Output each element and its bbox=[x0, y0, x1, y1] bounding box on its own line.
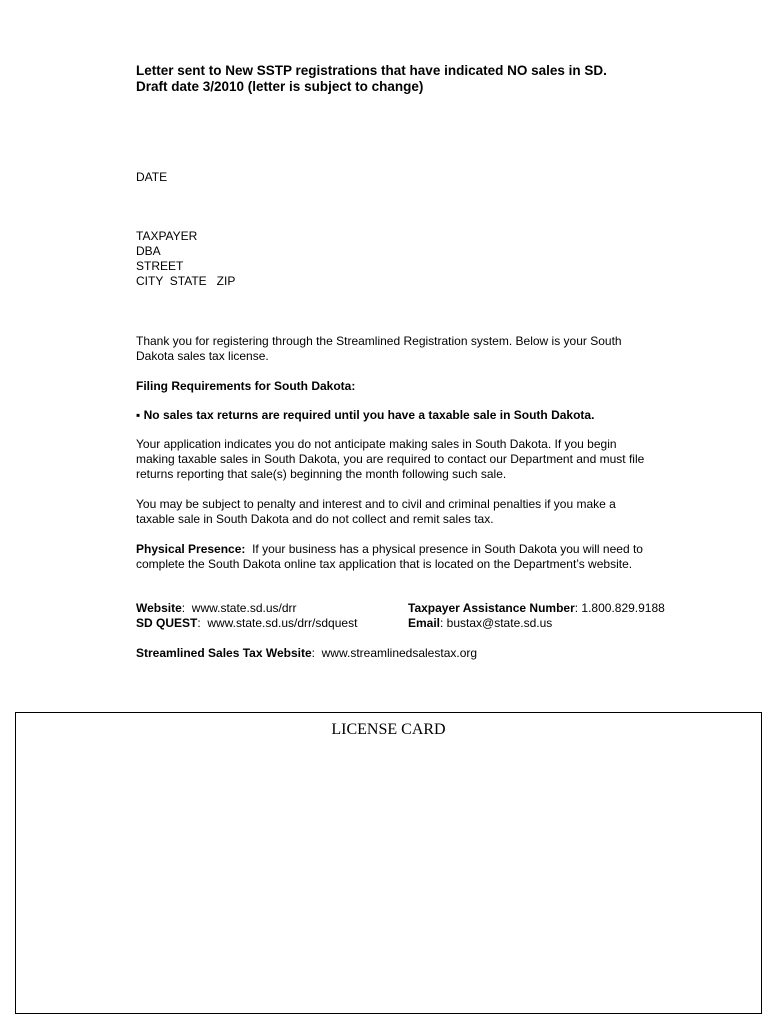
website-label: Website bbox=[136, 601, 182, 615]
physical-presence-label: Physical Presence: bbox=[136, 542, 246, 556]
application-paragraph bbox=[136, 437, 696, 482]
letter-header bbox=[136, 63, 607, 95]
filing-heading: Filing Requirements for South Dakota: bbox=[136, 379, 356, 393]
license-card-title: LICENSE CARD bbox=[331, 721, 446, 738]
streamlined-line bbox=[136, 646, 477, 661]
date-placeholder: DATE bbox=[136, 170, 168, 184]
streamlined-value: : www.streamlinedsalestax.org bbox=[311, 646, 478, 660]
physical-line-2: complete the South Dakota online tax application that is located on the Department’s website. bbox=[136, 557, 633, 571]
penalty-line-2: taxable sale in South Dakota and do not collect and remit sales tax. bbox=[136, 512, 494, 526]
email-line bbox=[408, 616, 552, 631]
application-line-2: making taxable sales in South Dakota, you are required to contact our Department and must file bbox=[136, 452, 645, 466]
physical-line-1-text: If your business has a physical presence in South Dakota you will need to bbox=[245, 542, 643, 556]
filing-bullet bbox=[136, 408, 696, 423]
intro-paragraph bbox=[136, 334, 696, 364]
website-value: : www.state.sd.us/drr bbox=[181, 601, 297, 615]
assistance-label: Taxpayer Assistance Number bbox=[408, 601, 575, 615]
header-line-2: Draft date 3/2010 (letter is subject to change) bbox=[136, 79, 424, 94]
penalty-paragraph bbox=[136, 497, 696, 527]
website-line bbox=[136, 601, 297, 616]
sdquest-value: : www.state.sd.us/drr/sdquest bbox=[197, 616, 358, 630]
license-card-box bbox=[15, 712, 762, 1014]
address-street: STREET bbox=[136, 259, 184, 273]
email-label: Email bbox=[408, 616, 441, 630]
intro-line-2: Dakota sales tax license. bbox=[136, 349, 269, 363]
intro-line-1: Thank you for registering through the Streamlined Registration system. Below is your South bbox=[136, 334, 622, 348]
address-city-state-zip: CITY STATE ZIP bbox=[136, 274, 236, 288]
header-line-1: Letter sent to New SSTP registrations that have indicated NO sales in SD. bbox=[136, 63, 607, 78]
assistance-value: : 1.800.829.9188 bbox=[574, 601, 665, 615]
sdquest-line bbox=[136, 616, 357, 631]
penalty-line-1: You may be subject to penalty and interest and to civil and criminal penalties if you make a bbox=[136, 497, 616, 511]
address-dba: DBA bbox=[136, 244, 161, 258]
address-taxpayer: TAXPAYER bbox=[136, 229, 198, 243]
streamlined-label: Streamlined Sales Tax Website bbox=[136, 646, 312, 660]
bullet-marker: ▪ bbox=[136, 408, 141, 422]
physical-line-1 bbox=[136, 542, 696, 557]
assistance-line bbox=[408, 601, 665, 616]
bullet-text: No sales tax returns are required until you have a taxable sale in South Dakota. bbox=[143, 408, 595, 422]
address-block bbox=[136, 229, 696, 289]
application-line-3: returns reporting that sale(s) beginning the month following such sale. bbox=[136, 467, 507, 481]
physical-presence-paragraph bbox=[136, 542, 696, 572]
email-value: : bustax@state.sd.us bbox=[440, 616, 553, 630]
application-line-1: Your application indicates you do not anticipate making sales in South Dakota. If you begin bbox=[136, 437, 617, 451]
sdquest-label: SD QUEST bbox=[136, 616, 198, 630]
